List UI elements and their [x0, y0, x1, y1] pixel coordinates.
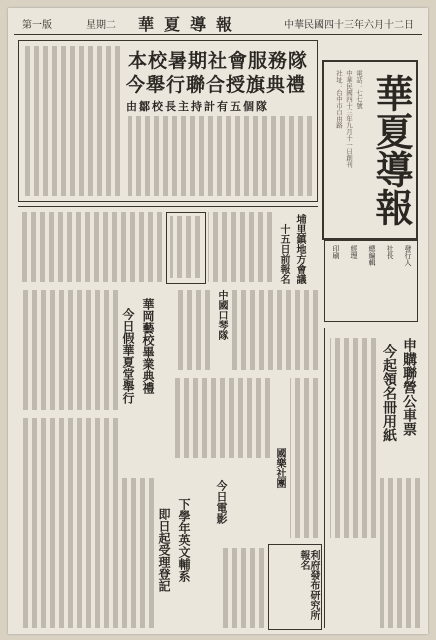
publisher-line: 中華民國四十三年九月十一日創刊 — [345, 70, 353, 168]
lead-body-left — [22, 46, 120, 196]
music-body — [174, 290, 210, 370]
hall-subhead: 今日假華夏堂舉行 — [121, 308, 135, 404]
article-body — [122, 478, 154, 628]
short-headline-1: 埔里鎮地方會議 — [294, 214, 305, 284]
masthead-title: 華夏導報 — [369, 74, 414, 226]
hall-body — [22, 290, 118, 410]
section-rule — [18, 206, 318, 207]
article-body — [22, 212, 162, 282]
english-headline: 下學年英文輔系 — [177, 498, 191, 582]
movie-headline: 今日電影 — [215, 480, 228, 524]
address-line: 社址：台中市自由路 — [335, 70, 343, 129]
article-body — [220, 548, 264, 628]
column-rule — [324, 328, 325, 628]
staff-item: 總編輯 — [368, 245, 376, 266]
header-date: 中華民國四十三年六月十二日 — [284, 20, 414, 31]
phone-line: 電話：七七號 — [355, 70, 363, 109]
bus-headline: 申購聯營公車票 — [401, 338, 417, 436]
music-headline: 中國口琴隊 — [216, 290, 227, 340]
research-headline: 利府發布研究所報名 — [298, 550, 319, 620]
staff-item: 經理 — [350, 245, 358, 259]
lead-headline-1: 本校暑期社會服務隊 — [128, 50, 309, 72]
hall-headline: 華岡藝校畢業典禮 — [141, 298, 155, 394]
article-body — [22, 418, 118, 628]
bus-body — [330, 338, 376, 538]
article-body — [174, 378, 270, 458]
page-number: 第一版 — [22, 20, 52, 31]
lead-body — [128, 116, 312, 196]
lead-subhead: 由鄒校長主持計有五個隊 — [126, 100, 269, 113]
weekday: 星期二 — [86, 20, 116, 31]
column-body — [380, 478, 420, 628]
newspaper-page — [8, 8, 428, 634]
bus-subhead: 今起領名冊用紙 — [381, 344, 397, 442]
staff-item: 社長 — [386, 245, 394, 259]
header-paper-name: 華夏導報 — [138, 15, 243, 34]
lead-headline-2: 今舉行聯合授旗典禮 — [126, 74, 307, 96]
staff-item: 發行人 — [404, 245, 412, 266]
staff-box — [324, 240, 418, 322]
short-headline-2: 十五日前報名 — [278, 224, 289, 284]
short-body — [208, 212, 272, 282]
staff-item: 印刷 — [332, 245, 340, 259]
english-subhead: 即日起受理登記 — [157, 508, 171, 592]
meeting-headline: 國樂社團 — [274, 448, 285, 488]
article-body — [290, 378, 318, 538]
article-body — [232, 290, 318, 370]
boxed-notice-body — [170, 216, 200, 278]
